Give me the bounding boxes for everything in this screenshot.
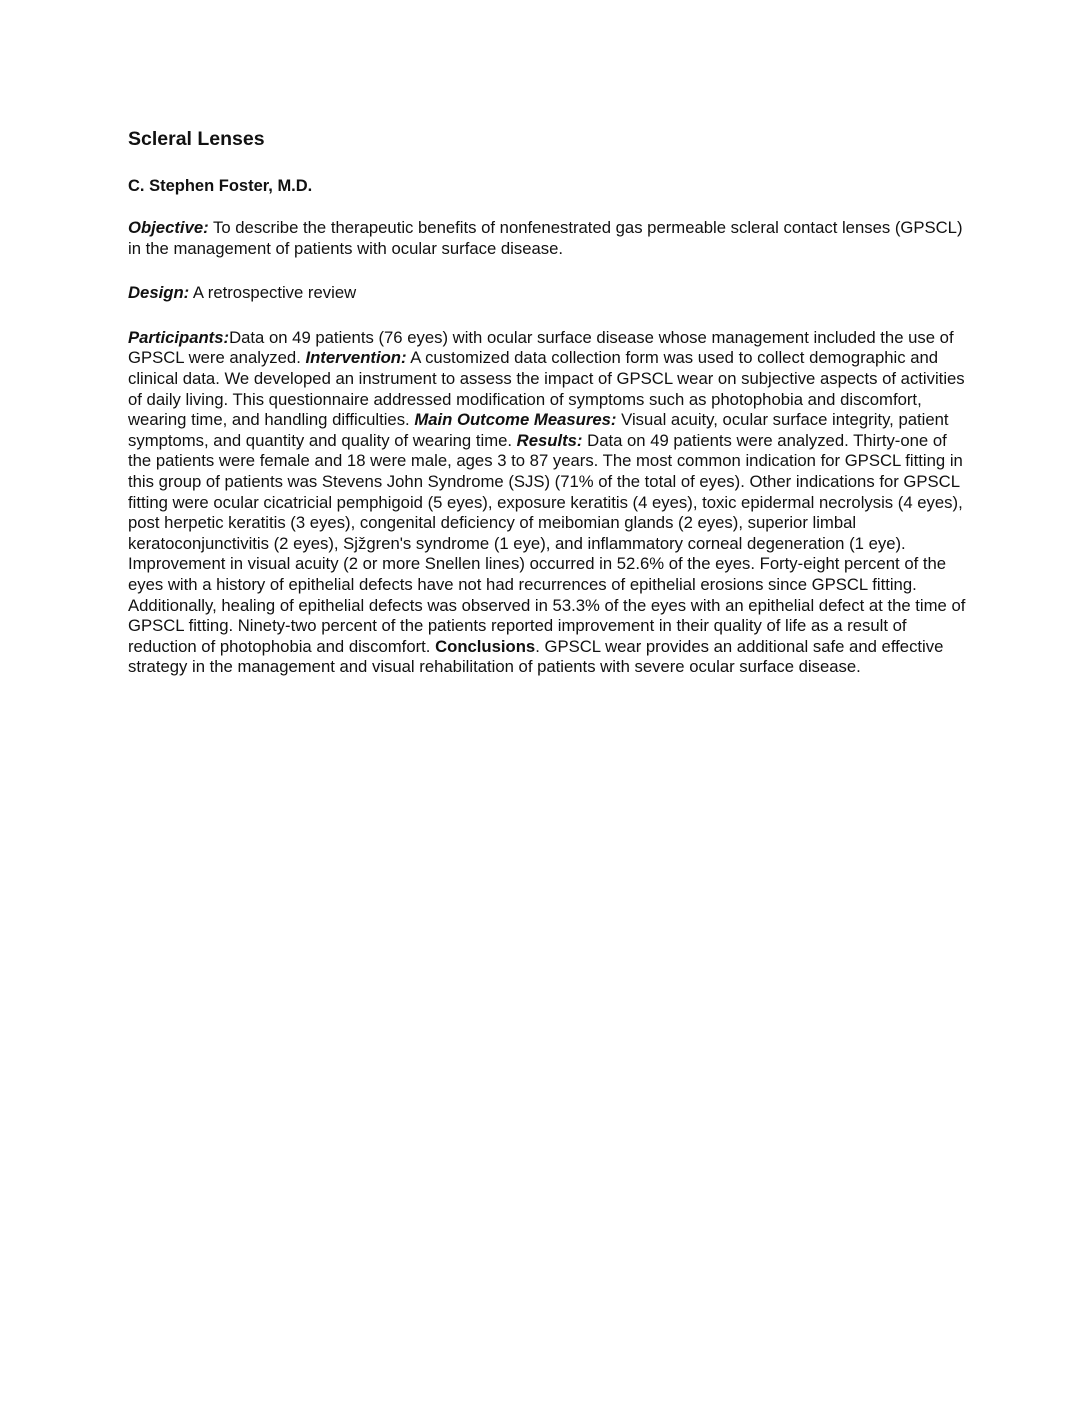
intervention-label: Intervention: (305, 348, 407, 368)
author-line: C. Stephen Foster, M.D. (128, 177, 313, 195)
design-text: A retrospective review (189, 283, 357, 303)
results-label: Results: (516, 430, 583, 450)
participants-text: Data on 49 patients (76 eyes) with ocular surface disease whose management included the use of GPSCL were analyzed. (128, 327, 954, 368)
document-page (128, 126, 968, 702)
design-paragraph (128, 283, 968, 304)
intervention-text: A customized data collection form was used to collect demographic and clinical data. We developed an instrument to assess the impact of GPSCL wear on subjective aspects of activities of daily living. This questionnaire addressed modification of symptoms such as photophobia and discomfort, wearing time, and handling difficulties. (128, 348, 965, 430)
conclusions-label: Conclusions (435, 636, 536, 656)
results-text: Data on 49 patients were analyzed. Thirty-one of the patients were female and 18 were male, ages 3 to 87 years. The most common indication for GPSCL fitting in this group of patients was Stevens John Syndrome (SJS) (71% of the total of eyes). Other indications for GPSCL fitting were ocular cicatricial pemphigoid (5 eyes), exposure keratitis (4 eyes), toxic epidermal necrolysis (4 eyes), post herpetic keratitis (3 eyes), congenital deficiency of meibomian glands (2 eyes), superior limbal keratoconjunctivitis (2 eyes), Sjžgren's syndrome (1 eye), and inflammatory corneal degeneration (1 eye). Improvement in visual acuity (2 or more Snellen lines) occurred in 52.6% of the eyes. Forty-eight percent of the eyes with a history of epithelial defects have not had recurrences of epithelial erosions since GPSCL fitting. Additionally, healing of epithelial defects was observed in 53.3% of the eyes with an epithelial defect at the time of GPSCL fitting. Ninety-two percent of the patients reported improvement in their quality of life as a result of reduction of photophobia and discomfort. (128, 430, 966, 656)
objective-paragraph (128, 218, 968, 259)
objective-text: To describe the therapeutic benefits of nonfenestrated gas permeable scleral contact lenses (GPSCL) in the management of patients with ocular surface disease. (128, 218, 963, 258)
conclusions-text: . GPSCL wear provides an additional safe and effective strategy in the management and visual rehabilitation of patients with severe ocular surface disease. (128, 636, 944, 677)
measures-text: Visual acuity, ocular surface integrity, patient symptoms, and quantity and quality of wearing time. (128, 410, 949, 450)
measures-label: Main Outcome Measures: (414, 410, 617, 430)
document-title: Scleral Lenses (128, 128, 265, 150)
abstract-paragraph (128, 328, 968, 678)
design-label: Design: (128, 283, 190, 303)
objective-label: Objective: (128, 218, 209, 237)
participants-label: Participants: (128, 327, 230, 347)
